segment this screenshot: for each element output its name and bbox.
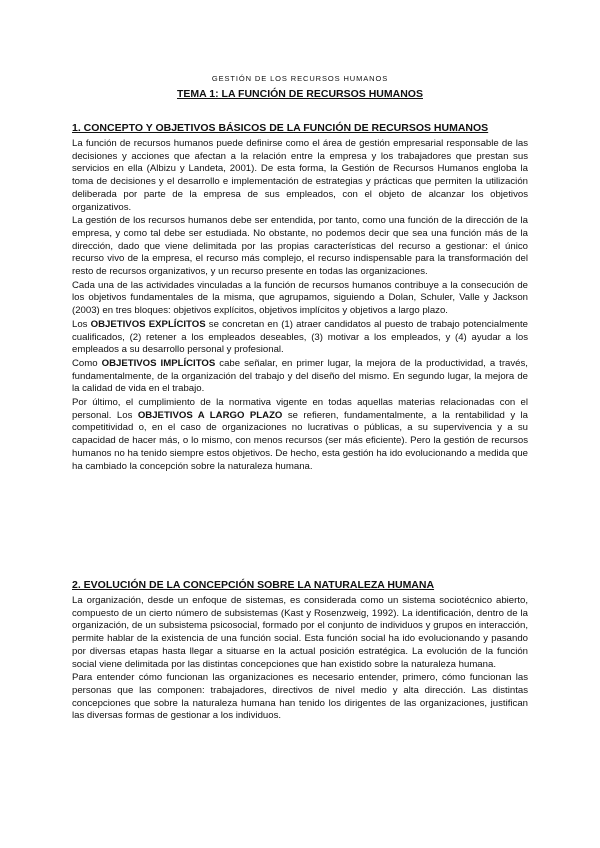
paragraph: La gestión de los recursos humanos debe ser entendida, por tanto, como una función de la dirección de la empresa, y como tal debe ser estudiada. No obstante, no podemos decir que sea una función más de la dirección, dado que viene delimitada por las propias características del recurso a gestionar: el único recurso vivo de la empresa, el recurso más complejo, el recurso indispensable para la transformación del resto de recursos organizativos, y un recurso presente en todas las organizaciones. [72,215,528,278]
paragraph-objetivos-largo-plazo [72,397,528,473]
text: se refieren, fundamentalmente, a la rentabilidad y la competitividad o, en el caso de organizaciones no lucrativas o públicas, a su supervivencia y a su capacidad de hacer más, o lo mismo, con menos recursos (ser más eficiente). Pero la gestión de recursos humanos no ha tenido siempre estos objetivos. De hecho, esta gestión ha ido evolucionando a medida que ha cambiado la concepción sobre la naturaleza humana. [72,409,529,472]
text: Los [72,318,91,330]
section-evolucion [72,579,528,724]
keyword-objetivos-largo-plazo: OBJETIVOS A LARGO PLAZO [137,409,283,421]
keyword-objetivos-explicitos: OBJETIVOS EXPLÍCITOS [90,318,206,330]
section-1-title: 1. CONCEPTO Y OBJETIVOS BÁSICOS DE LA FUNCIÓN DE RECURSOS HUMANOS [72,122,489,134]
topic-title: TEMA 1: LA FUNCIÓN DE RECURSOS HUMANOS [177,88,423,100]
section-concepto [72,122,528,474]
paragraph: Para entender cómo funcionan las organizaciones es necesario entender, primero, cómo funcionan las personas que las componen: trabajadores, directivos de nivel medio y alta dirección. Las distintas concepciones que sobre la naturaleza humana han tenido los dirigentes de las organizaciones, justifican las diversas formas de gestionar a los individuos. [72,672,528,722]
keyword-objetivos-implicitos: OBJETIVOS IMPLÍCITOS [101,357,216,369]
paragraph: La organización, desde un enfoque de sistemas, es considerada como un sistema sociotécnico abierto, compuesto de un cierto número de subsistemas (Kast y Rosenzweig, 1992). La identificación, dentro de la organización, de un subsistema psicosocial, formado por el conjunto de individuos y grupos en interacción, permite hablar de la existencia de una función social. Esta función social ha ido evolucionando y pasando por diversas etapas hasta llegar a situarse en la actual posición estratégica. La evolución de la función social viene delimitada por las distintas concepciones que han existido sobre la naturaleza humana. [72,595,528,670]
text: Por último, el cumplimiento de la normativa vigente en todas aquellas materias relacionadas con el personal. Los [72,397,528,421]
subject-heading: GESTIÓN DE LOS RECURSOS HUMANOS [211,74,389,83]
paragraph: Cada una de las actividades vinculadas a la función de recursos humanos contribuye a la consecución de los objetivos fundamentales de la misma, que agrupamos, siguiendo a Dolan, Schuler, Valle y Jackson (2003) en tres bloques: objetivos explícitos, objetivos implícitos y objetivos a largo plazo. [72,279,528,317]
text: se concretan en (1) atraer candidatos al puesto de trabajo potencialmente cualificados, (2) retener a los empleados deseables, (3) motivar a los empleados, y (4) ayudar a los empleados a su desarrollo personal y profesional. [72,318,528,356]
paragraph-objetivos-implicitos [72,358,528,396]
section-2-title: 2. EVOLUCIÓN DE LA CONCEPCIÓN SOBRE LA NATURALEZA HUMANA [72,579,435,591]
paragraph: La función de recursos humanos puede definirse como el área de gestión empresarial responsable de las decisiones y acciones que afectan a la relación entre la empresa y los trabajadores que prestan sus servicios en ella (Albizu y Landeta, 2001). De esta forma, la Gestión de Recursos Humanos engloba la toma de decisiones y el desarrollo e implementación de estrategias y prácticas que permiten la utilización deliberada por parte de la empresa de sus empleados, con el objeto de alcanzar los objetivos organizativos. [72,138,528,213]
paragraph-objetivos-explicitos [72,319,528,357]
text: cabe señalar, en primer lugar, la mejora de la productividad, a través, fundamentalmente, de la organización del trabajo y del diseño del mismo. En segundo lugar, la mejora de la calidad de vida en el trabajo. [72,357,528,395]
text: Como [72,357,102,369]
